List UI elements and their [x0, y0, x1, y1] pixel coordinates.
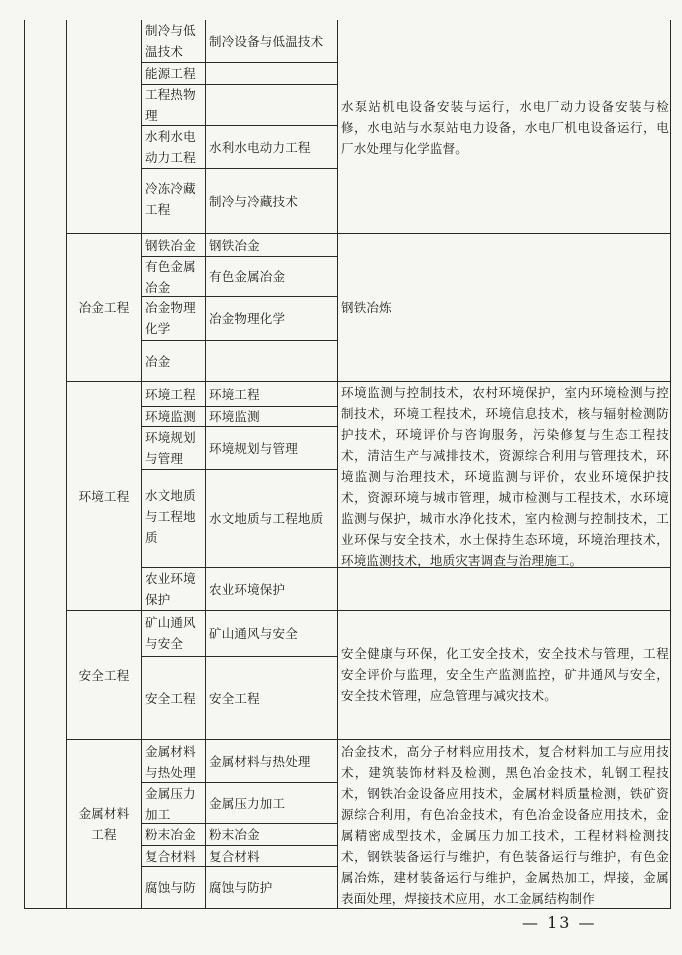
subject-cell: 粉末冶金	[145, 827, 196, 842]
description-cell: 冶金技术，高分子材料应用技术，复合材料加工与应用技术，建筑装饰材料及检测，黑色冶金技术，轧钢工程技术，钢铁冶金设备应用技术，金属材料质量检测，铁矿资源综合利用，有色冶金技术，有色冶金设备应用技术，金属精密成型技术，金属压力加工技术，工程材料检测技术，钢铁装备运行与维护，有色装备运行与维护，有色金属冶炼，建材装备运行与维护，金属热加工，焊接，金属表面处理，焊接技术应用，水工金属结构制作	[341, 744, 669, 906]
direction-cell: 制冷设备与低温技术	[209, 33, 324, 49]
page-number: — 13 —	[522, 913, 597, 932]
description-cell: 环境监测与控制技术，农村环境保护，室内环境检测与控制技术，环境工程技术，环境信息技术，核与辐射检测防护技术，环境评价与咨询服务，污染修复与生态工程技术，清洁生产与减排技术，资源综合利用与管理技术，环境监测与治理技术，环境监测与评价，农业环境保护技术，资源环境与城市管理，城市检测与工程技术，水环境监测与保护，城市水净化技术，室内检测与控制技术，工业环保与安全技术，水土保持生态环境，环境治理技术，环境监测技术，地质灾害调查与治理施工。	[341, 385, 669, 567]
direction-cell: 冶金物理化学	[209, 311, 286, 326]
subject-cell: 有色金属冶金	[145, 259, 196, 295]
subject-cell: 安全工程	[145, 690, 196, 706]
subject-cell: 环境监测	[145, 408, 196, 424]
subject-cell: 矿山通风与安全	[145, 615, 196, 651]
subject-cell: 腐蚀与防	[145, 880, 196, 895]
subject-cell: 环境规划与管理	[145, 430, 196, 466]
direction-cell: 腐蚀与防护	[209, 880, 273, 895]
subject-cell: 金属压力加工	[145, 786, 196, 822]
description-cell: 钢铁冶炼	[341, 300, 392, 315]
direction-cell: 矿山通风与安全	[209, 626, 298, 641]
subject-cell: 环境工程	[145, 386, 196, 402]
direction-cell: 安全工程	[209, 690, 260, 706]
subject-cell: 能源工程	[145, 65, 196, 81]
subject-cell: 金属材料与热处理	[145, 744, 196, 780]
direction-cell: 钢铁冶金	[209, 237, 260, 253]
major-cell: 安全工程	[78, 667, 130, 683]
subject-cell: 冶金物理化学	[145, 300, 196, 336]
direction-cell: 有色金属冶金	[209, 268, 286, 284]
subject-cell: 钢铁冶金	[145, 237, 196, 253]
direction-cell: 环境监测	[209, 408, 260, 424]
subject-cell: 冶金	[145, 353, 171, 369]
subject-cell: 工程热物理	[145, 87, 196, 123]
table-border-bottom	[24, 908, 671, 909]
description-cell: 安全健康与环保，化工安全技术，安全技术与管理，工程安全评价与监理，安全生产监测监控，矿井通风与安全，安全技术管理，应急管理与减灾技术。	[341, 646, 669, 703]
direction-cell	[206, 84, 337, 125]
direction-cell: 环境工程	[209, 386, 260, 402]
group-separator	[66, 739, 671, 740]
major-cell: 金属材料工程	[78, 806, 130, 842]
major-cell: 冶金工程	[78, 300, 130, 315]
subject-cell: 制冷与低温技术	[145, 23, 196, 59]
subject-cell: 水文地质与工程地质	[145, 488, 196, 545]
group-separator	[66, 610, 671, 611]
direction-cell: 水文地质与工程地质	[209, 511, 324, 526]
direction-cell	[206, 62, 337, 84]
subject-cell: 水利水电动力工程	[145, 129, 196, 165]
direction-cell: 金属材料与热处理	[209, 753, 311, 769]
major-cell: 环境工程	[78, 488, 130, 504]
direction-cell	[206, 341, 337, 381]
subject-cell: 复合材料	[145, 848, 196, 864]
subject-cell: 农业环境保护	[145, 571, 196, 607]
description-cell: 水泵站机电设备安装与运行，水电厂动力设备安装与检修，水电站与水泵站电力设备，水电厂机电设备运行，电厂水处理与化学监督。	[341, 99, 669, 156]
direction-cell: 粉末冶金	[209, 827, 260, 842]
direction-cell: 金属压力加工	[209, 795, 286, 811]
direction-cell: 复合材料	[209, 848, 260, 864]
table-border-left	[24, 20, 25, 908]
direction-cell: 水利水电动力工程	[209, 139, 311, 155]
subject-cell: 冷冻冷藏工程	[145, 181, 196, 217]
direction-cell: 环境规划与管理	[209, 440, 298, 456]
direction-cell: 农业环境保护	[209, 581, 286, 597]
direction-cell: 制冷与冷藏技术	[209, 193, 298, 209]
